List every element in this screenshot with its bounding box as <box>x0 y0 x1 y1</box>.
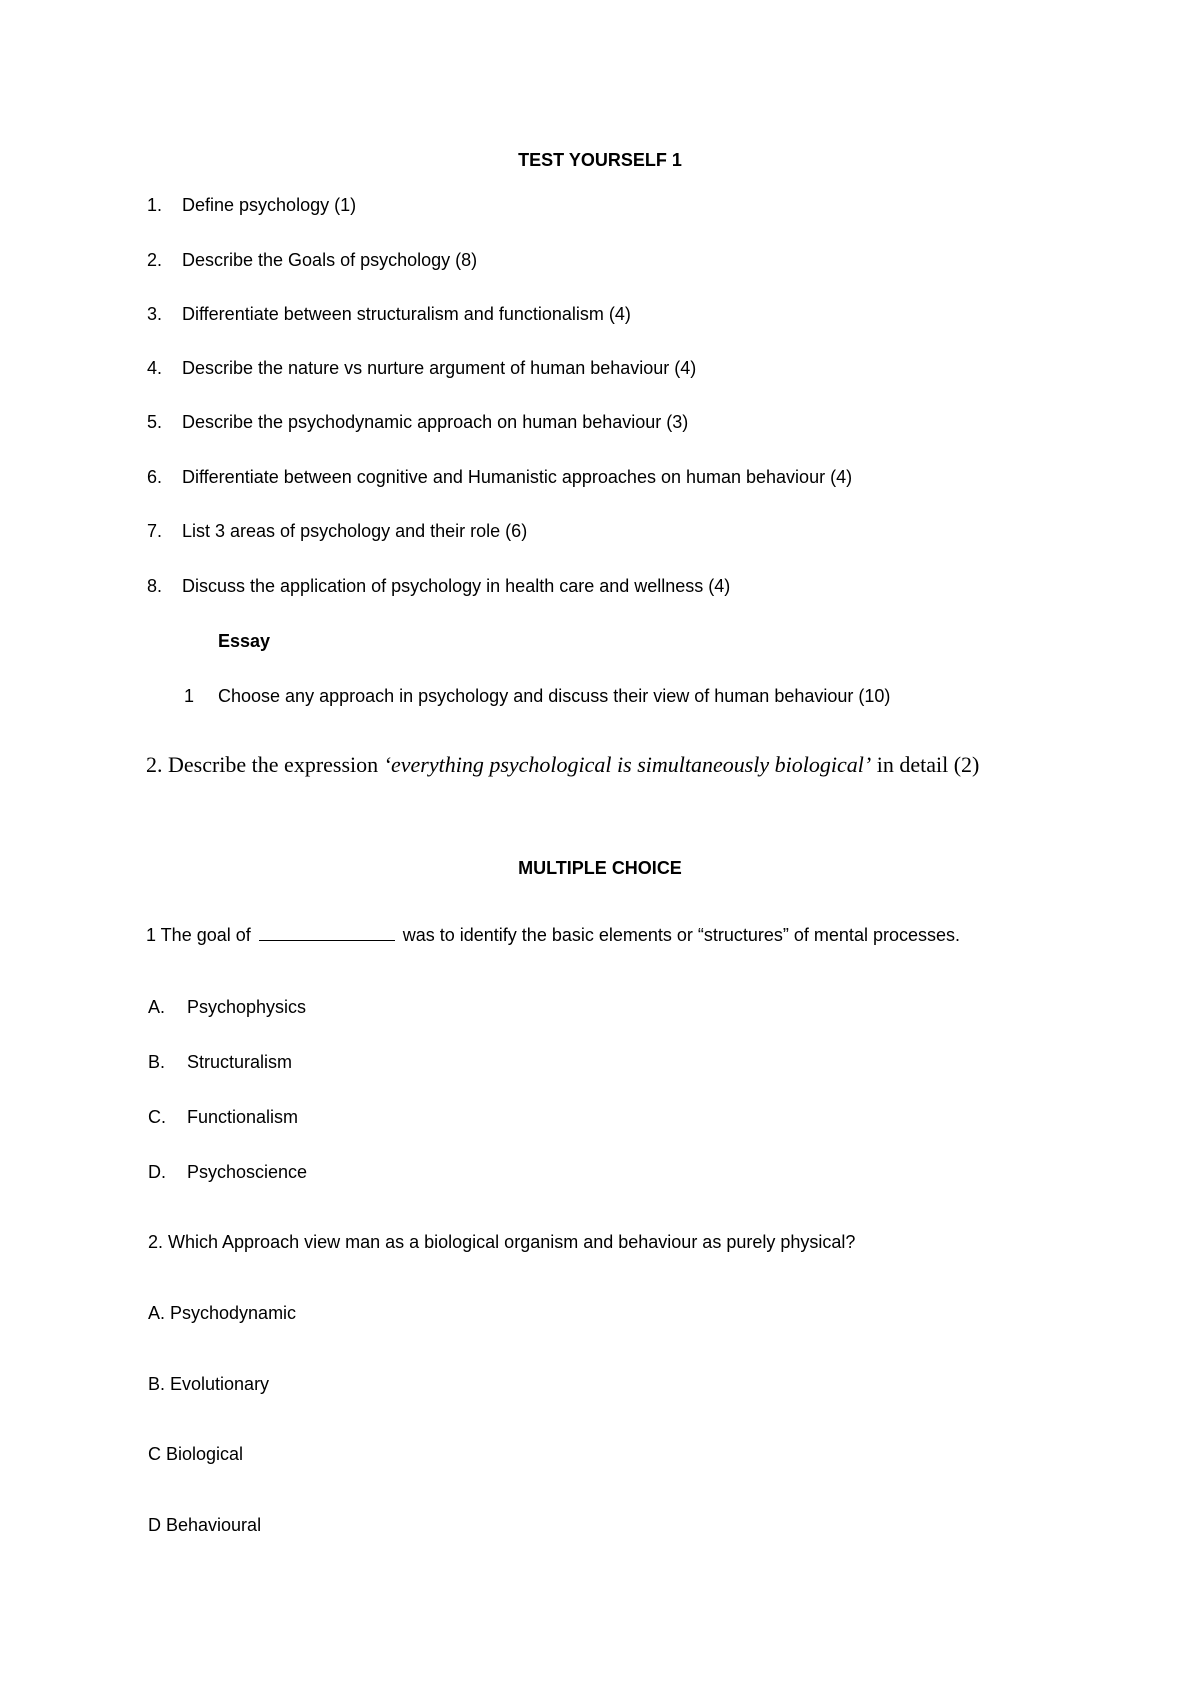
essay-item-text: Choose any approach in psychology and discuss their view of human behaviour (10) <box>218 686 891 706</box>
list-item: C Biological <box>148 1444 244 1464</box>
list-item: D Behavioural <box>148 1515 262 1535</box>
question-text: Describe the nature vs nurture argument of human behaviour (4) <box>182 358 697 378</box>
question-number: 5. <box>146 412 162 432</box>
option-text: Structuralism <box>187 1052 293 1072</box>
question-text: Differentiate between cognitive and Humanistic approaches on human behaviour (4) <box>182 467 853 487</box>
essay-item-number: 1 <box>184 686 195 706</box>
describe-expression-suffix: in detail (2) <box>871 752 980 777</box>
question-text: List 3 areas of psychology and their role (6) <box>182 521 528 541</box>
option-text: Psychoscience <box>187 1162 308 1182</box>
describe-expression-prefix: 2. Describe the expression <box>146 752 384 777</box>
mc-question-1-suffix: was to identify the basic elements or “structures” of mental processes. <box>397 925 960 945</box>
option-text: Functionalism <box>187 1107 299 1127</box>
question-text: Define psychology (1) <box>182 195 357 215</box>
option-letter: B. <box>148 1052 166 1072</box>
essay-heading: Essay <box>218 631 271 651</box>
describe-expression-question <box>146 752 979 778</box>
mc-question-1 <box>146 925 960 946</box>
question-number: 8. <box>146 576 162 596</box>
answer-blank <box>259 926 395 941</box>
option-text: Psychophysics <box>187 997 307 1017</box>
question-text: Differentiate between structuralism and functionalism (4) <box>182 304 631 324</box>
question-number: 1. <box>146 195 162 215</box>
option-letter: D. <box>148 1162 166 1182</box>
question-text: Discuss the application of psychology in health care and wellness (4) <box>182 576 731 596</box>
multiple-choice-title: MULTIPLE CHOICE <box>518 858 682 878</box>
question-number: 4. <box>146 358 162 378</box>
option-letter: A. <box>148 997 166 1017</box>
question-text: Describe the Goals of psychology (8) <box>182 250 478 270</box>
list-item: B. Evolutionary <box>148 1374 270 1394</box>
mc-question-2: 2. Which Approach view man as a biological organism and behaviour as purely physical? <box>148 1232 856 1252</box>
question-number: 6. <box>146 467 162 487</box>
describe-expression-quote: ‘everything psychological is simultaneously biological’ <box>383 752 872 777</box>
mc-question-1-prefix: 1 The goal of <box>146 925 256 945</box>
test-yourself-title: TEST YOURSELF 1 <box>518 150 682 170</box>
question-number: 7. <box>146 521 162 541</box>
question-text: Describe the psychodynamic approach on human behaviour (3) <box>182 412 689 432</box>
list-item: A. Psychodynamic <box>148 1303 297 1323</box>
option-letter: C. <box>148 1107 166 1127</box>
question-number: 3. <box>146 304 162 324</box>
question-number: 2. <box>146 250 162 270</box>
